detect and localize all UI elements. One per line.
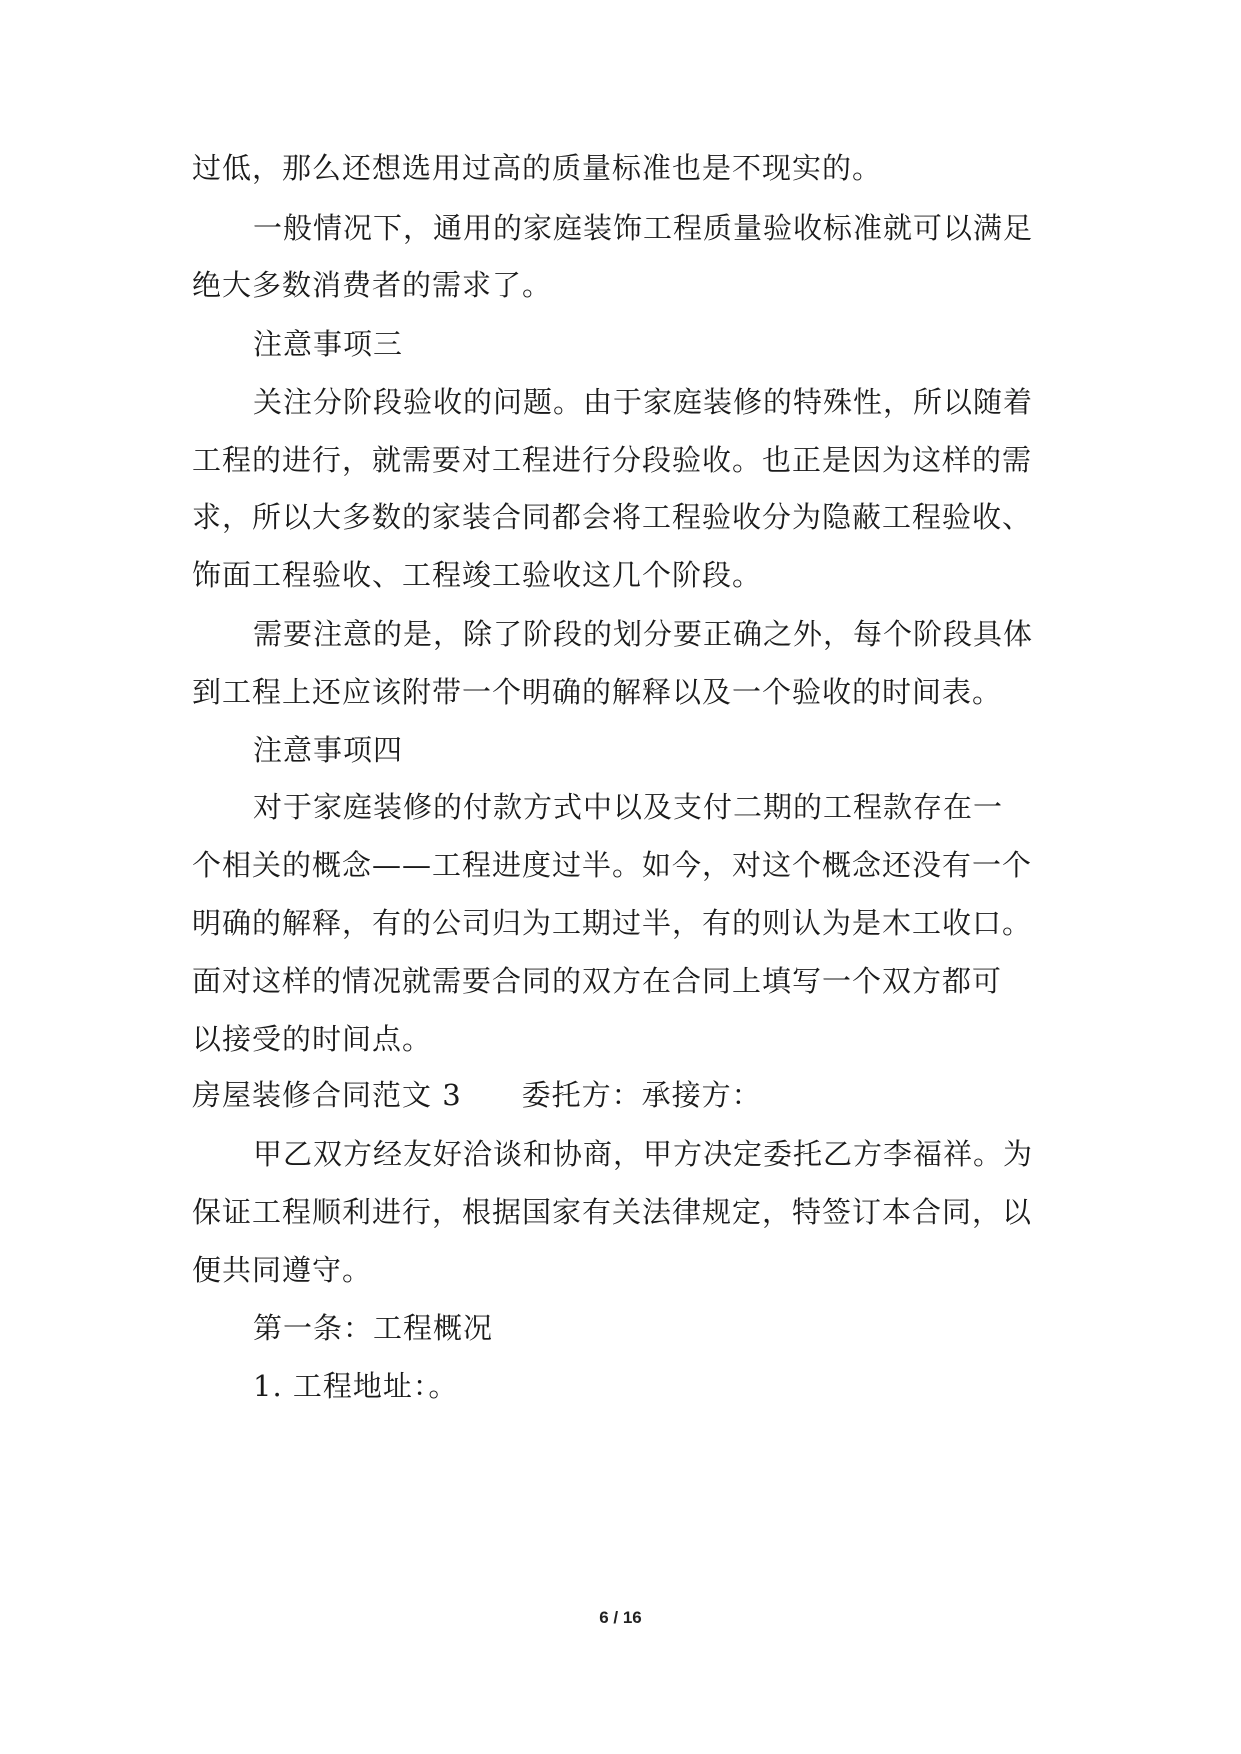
body-text-line: 保证工程顺利进行，根据国家有关法律规定，特签订本合同，以	[192, 1195, 1033, 1229]
body-text-line: 便共同遵守。	[192, 1253, 373, 1287]
contract-parties: 委托方：承接方：	[521, 1078, 762, 1112]
body-text-line: 求，所以大多数的家装合同都会将工程验收分为隐蔽工程验收、	[192, 500, 1033, 534]
section-heading: 注意事项四	[253, 733, 404, 767]
page-number: 6 / 16	[599, 1608, 642, 1627]
list-item: 1. 工程地址：。	[253, 1369, 459, 1403]
body-text-line: 绝大多数消费者的需求了。	[192, 268, 553, 302]
article-heading: 第一条：工程概况	[253, 1311, 494, 1345]
body-text-line: 关注分阶段验收的问题。由于家庭装修的特殊性，所以随着	[253, 385, 1034, 419]
body-text-line: 明确的解释，有的公司归为工期过半，有的则认为是木工收口。	[192, 906, 1033, 940]
contract-heading	[192, 1075, 762, 1115]
body-text-line: 个相关的概念——工程进度过半。如今，对这个概念还没有一个	[192, 848, 1033, 882]
body-text-line: 需要注意的是，除了阶段的划分要正确之外，每个阶段具体	[253, 617, 1034, 651]
body-text-line: 一般情况下，通用的家庭装饰工程质量验收标准就可以满足	[253, 211, 1034, 245]
contract-title: 房屋装修合同范文 3	[192, 1078, 462, 1112]
body-text-line: 对于家庭装修的付款方式中以及支付二期的工程款存在一	[253, 790, 1004, 824]
body-text-line: 工程的进行，就需要对工程进行分段验收。也正是因为这样的需	[192, 443, 1033, 477]
body-text-line: 以接受的时间点。	[192, 1022, 433, 1056]
body-text-line: 饰面工程验收、工程竣工验收这几个阶段。	[192, 558, 763, 592]
body-text-line: 甲乙双方经友好洽谈和协商，甲方决定委托乙方李福祥。为	[253, 1137, 1034, 1171]
body-text-line: 面对这样的情况就需要合同的双方在合同上填写一个双方都可	[192, 964, 1003, 998]
section-heading: 注意事项三	[253, 327, 404, 361]
body-text-line: 过低，那么还想选用过高的质量标准也是不现实的。	[192, 151, 883, 185]
body-text-line: 到工程上还应该附带一个明确的解释以及一个验收的时间表。	[192, 675, 1003, 709]
